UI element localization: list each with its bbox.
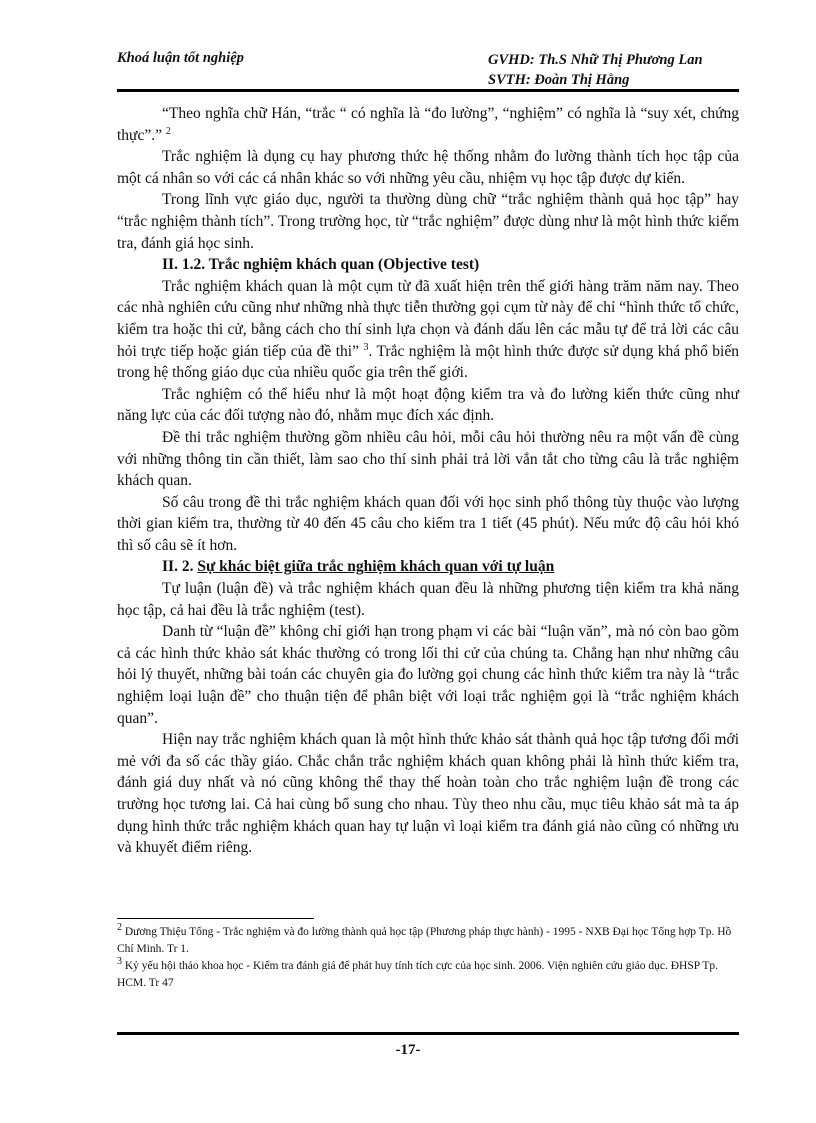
header-divider (117, 89, 739, 92)
footnotes (117, 924, 739, 992)
section-heading-1-2: II. 1.2. Trắc nghiệm khách quan (Objective test) (162, 256, 480, 274)
paragraph-9: Danh từ “luận đề” không chỉ giới hạn trong phạm vi các bài “luận văn”, mà nó còn bao gồm cả các hình thức khảo sát khác thường có trong lối thi cử của chúng ta. Chẳng hạn như những câu hỏi lý thuyết, những bài toán các chuyên gia đo lường gọi chung các hình thức kiểm tra này là “trắc nghiệm loại luận đề” cho thuận tiện để phân biệt với loại trắc nghiệm gọi là “trắc nghiệm khách quan”. (117, 623, 739, 727)
paragraph-1: “Theo nghĩa chữ Hán, “trắc “ có nghĩa là “đo lường”, “nghiệm” có nghĩa là “suy xét, chứng thực”.” $^2$ (117, 105, 739, 144)
section-heading-2: II. 2. Sự khác biệt giữa trắc nghiệm khách quan với tự luận (162, 558, 555, 576)
footnote-3: $^3$ Kỷ yếu hội thảo khoa học - Kiểm tra đánh giá để phát huy tính tích cực của học sinh. 2006. Viện nghiên cứu giáo dục. ĐHSP Tp. HCM. Tr 47 (117, 956, 719, 989)
footnote-2: $^2$ Dương Thiệu Tống - Trắc nghiệm và đo lường thành quả học tập (Phương pháp thực hành) - 1995 - NXB Đại học Tổng hợp Tp. Hồ Chí Minh. Tr 1. (117, 922, 732, 955)
header-student: SVTH: Đoàn Thị Hằng (488, 72, 630, 88)
header-supervisor: GVHD: Th.S Nhữ Thị Phương Lan (488, 52, 703, 68)
footnote-separator (117, 918, 314, 919)
paragraph-7: Số câu trong đề thi trắc nghiệm khách quan đối với học sinh phổ thông tùy thuộc vào lượng thời gian kiểm tra, thường từ 40 đến 45 câu cho kiểm tra 1 tiết (45 phút). Nếu mức độ câu hỏi khó thì số câu sẽ ít hơn. (117, 493, 739, 554)
header-credits (488, 50, 703, 90)
footnote-ref-3[interactable]: 3 (363, 341, 369, 353)
paragraph-10: Hiện nay trắc nghiệm khách quan là một hình thức khảo sát thành quả học tập tương đối mới mẻ với đa số các thầy giáo. Chắc chắn trắc nghiệm khách quan không phải là hình thức kiểm tra, đánh giá duy nhất và nó cũng không thể thay thế hoàn toàn cho trắc nghiệm luận đề trong các trường học tương lai. Cả hai cùng bổ sung cho nhau. Tùy theo nhu cầu, mục tiêu khảo sát mà ta áp dụng hình thức trắc nghiệm khách quan hay tự luận vì loại kiểm tra đánh giá nào cũng có những ưu và khuyết điểm riêng. (117, 731, 739, 857)
paragraph-4: Trắc nghiệm khách quan là một cụm từ đã xuất hiện trên thế giới hàng trăm năm nay. Theo các nhà nghiên cứu cũng như những nhà thực tiễn thường gọi cụm từ này để chỉ “hình thức tổ chức, kiểm tra hoặc thi cử, bằng cách cho thí sinh lựa chọn và đánh dấu lên các mẫu tự để trả lời các câu hỏi trực tiếp hoặc gián tiếp của đề thi” $^3$. Trắc nghiệm là một hình thức được sử dụng khá phổ biến trong hệ thống giáo dục của nhiều quốc gia trên thế giới. (117, 277, 739, 382)
paragraph-6: Đề thi trắc nghiệm thường gồm nhiều câu hỏi, mỗi câu hỏi thường nêu ra một vấn đề cùng với những thông tin cần thiết, làm sao cho thí sinh phải trả lời vắn tắt cho từng câu là trắc nghiệm khách quan. (117, 428, 739, 490)
main-content (117, 103, 739, 859)
header-thesis-title: Khoá luận tốt nghiệp (117, 50, 244, 66)
paragraph-5: Trắc nghiệm có thể hiểu như là một hoạt động kiểm tra và đo lường kiến thức cũng như năng lực của các đối tượng nào đó, nhằm mục đích xác định. (117, 385, 739, 425)
paragraph-8: Tự luận (luận đề) và trắc nghiệm khách quan đều là những phương tiện kiểm tra khả năng học tập, cả hai đều là trắc nghiệm (test). (117, 580, 739, 619)
paragraph-3: Trong lĩnh vực giáo dục, người ta thường dùng chữ “trắc nghiệm thành quả học tập” hay “trắc nghiệm thành tích”. Trong trường học, từ “trắc nghiệm” được dùng như là một hình thức kiểm tra, đánh giá học sinh. (117, 191, 739, 252)
paragraph-2: Trắc nghiệm là dụng cụ hay phương thức hệ thống nhằm đo lường thành tích học tập của một cá nhân so với các cá nhân khác so với những yêu cầu, nhiệm vụ học tập được dự kiến. (117, 148, 739, 187)
footer-divider (117, 1032, 739, 1035)
page-number: -17- (395, 1042, 421, 1058)
footnote-ref-2[interactable]: 2 (165, 125, 171, 137)
